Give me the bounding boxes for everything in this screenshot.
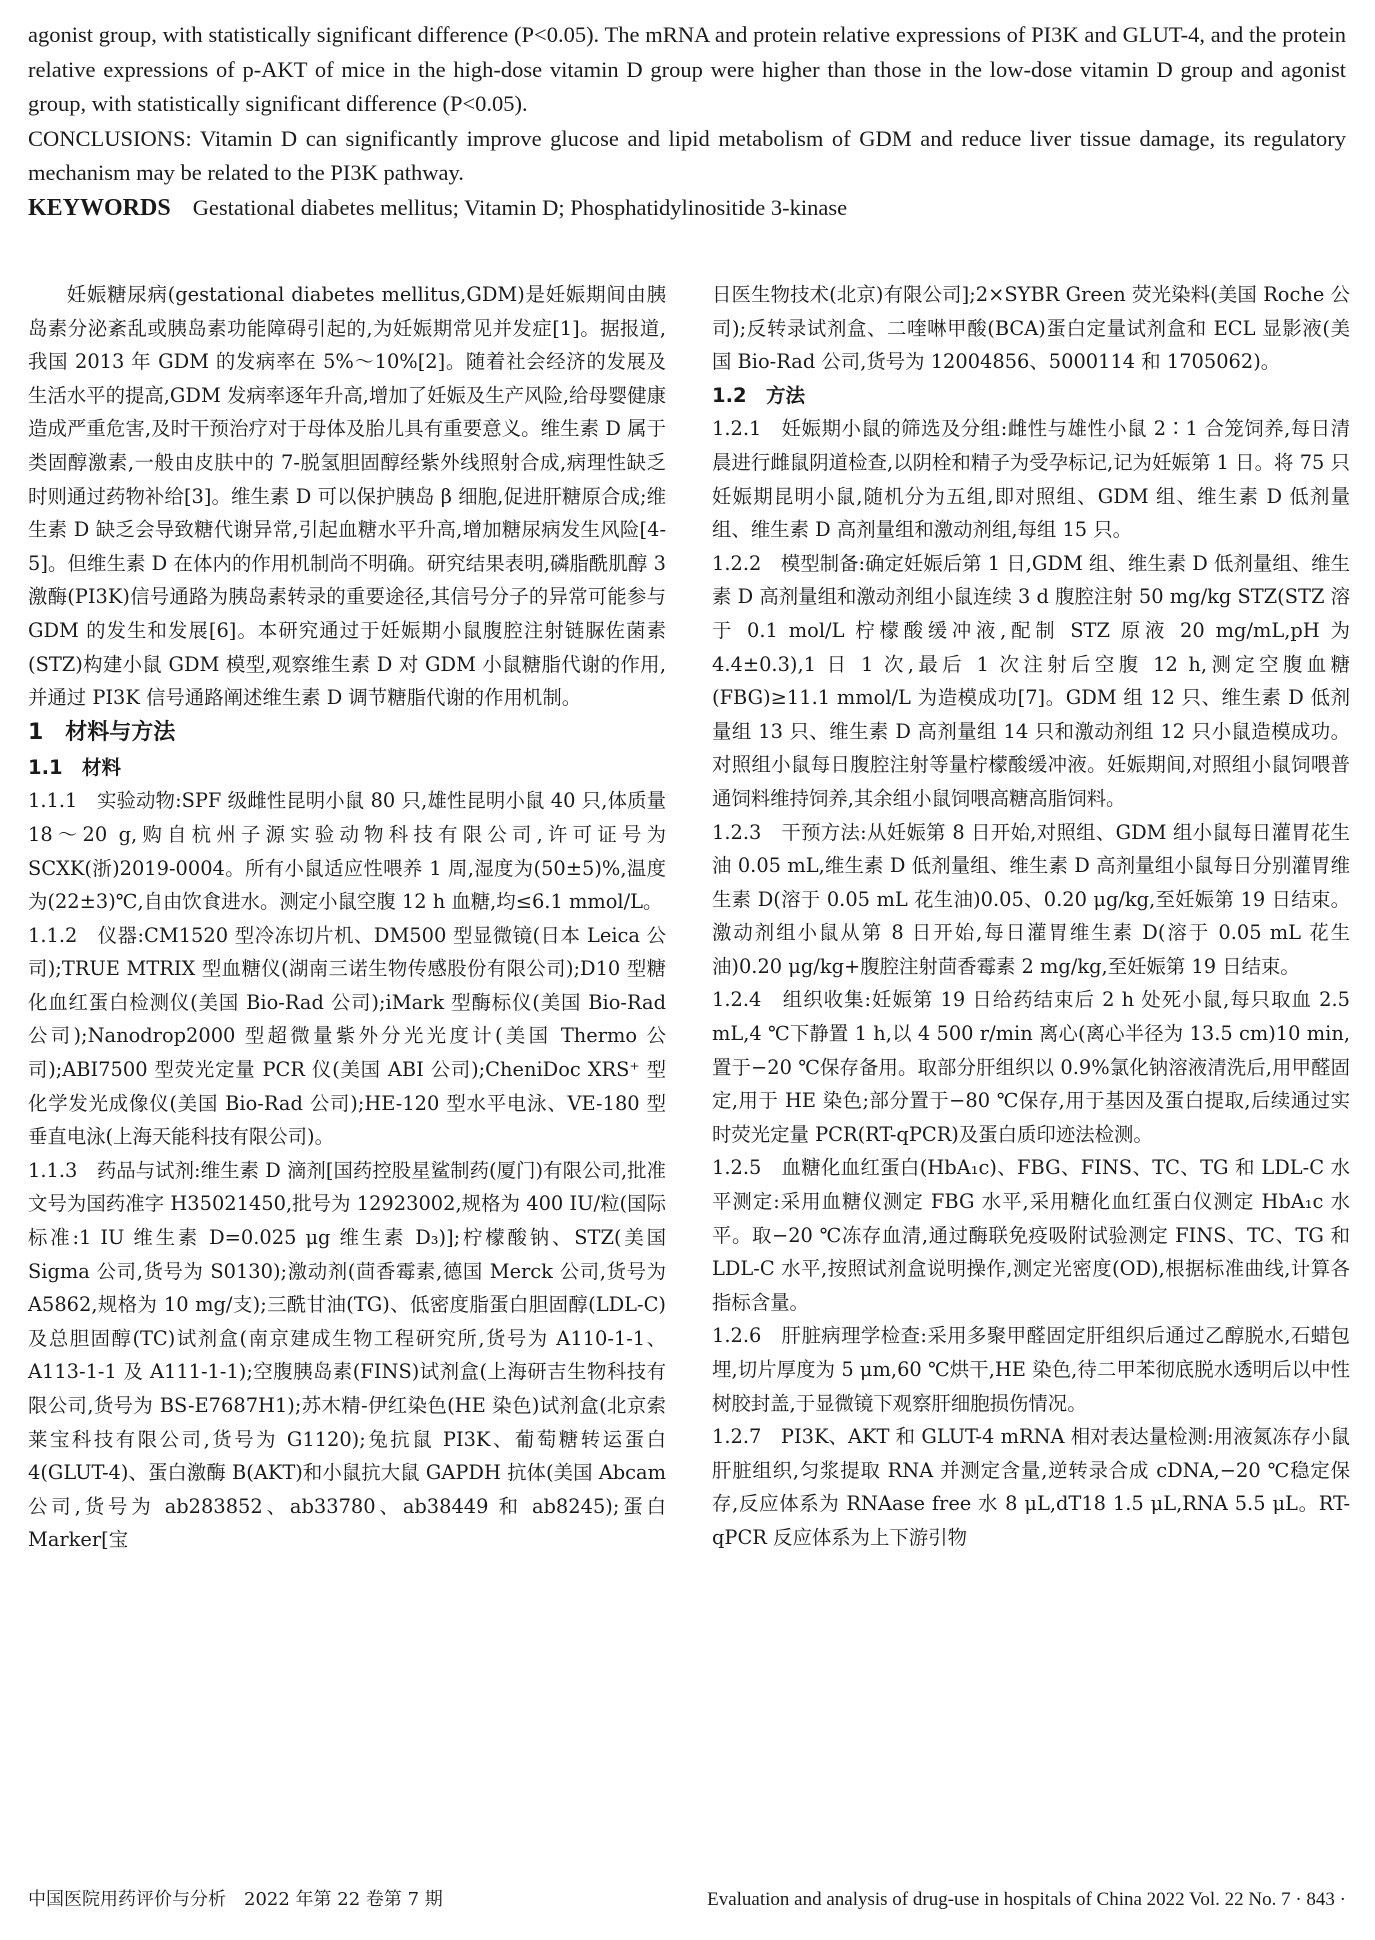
para-1-2-3: 1.2.3 干预方法:从妊娠第 8 日开始,对照组、GDM 组小鼠每日灌胃花生油 0.05 mL,维生素 D 低剂量组、维生素 D 高剂量组小鼠每日分别灌胃维生素 D(溶于 0.05 mL 花生油)0.05、0.20 μg/kg,至妊娠第 19 日结束。激动剂组小鼠从第 8 日开始,每日灌胃维生素 D(溶于 0.05 mL 花生油)0.20 μg/kg+腹腔注射茴香霉素 2 mg/kg,至妊娠第 19 日结束。	[712, 820, 1350, 978]
para-1-2-5: 1.2.5 血糖化血红蛋白(HbA₁c)、FBG、FINS、TC、TG 和 LDL-C 水平测定:采用血糖仪测定 FBG 水平,采用糖化血红蛋白仪测定 HbA₁c 水平。取−20 ℃冻存血清,通过酶联免疫吸附试验测定 FINS、TC、TG 和 LDL-C 水平,按照试剂盒说明操作,测定光密度(OD),根据标准曲线,计算各指标含量。	[712, 1156, 1350, 1314]
keywords-line	[28, 191, 1346, 226]
section-heading-1: 1 材料与方法	[28, 719, 176, 745]
footer-journal-cn: 中国医院用药评价与分析 2022 年第 22 卷第 7 期	[28, 1889, 443, 1910]
para-1-1-3: 1.1.3 药品与试剂:维生素 D 滴剂[国药控股星鲨制药(厦门)有限公司,批准文号为国药准字 H35021450,批号为 12923002,规格为 400 IU/粒(国际标准:1 IU 维生素 D=0.025 μg 维生素 D₃)];柠檬酸钠、STZ(美国 Sigma 公司,货号为 S0130);激动剂(茴香霉素,德国 Merck 公司,货号为 A5862,规格为 10 mg/支);三酰甘油(TG)、低密度脂蛋白胆固醇(LDL-C)及总胆固醇(TC)试剂盒(南京建成生物工程研究所,货号为 A110-1-1、A113-1-1 及 A111-1-1);空腹胰岛素(FINS)试剂盒(上海研吉生物科技有限公司,货号为 BS-E7687H1);苏木精-伊红染色(HE 染色)试剂盒(北京索莱宝科技有限公司,货号为 G1120);兔抗鼠 PI3K、葡萄糖转运蛋白 4(GLUT-4)、蛋白激酶 B(AKT)和小鼠抗大鼠 GAPDH 抗体(美国 Abcam 公司,货号为 ab283852、ab33780、ab38449 和 ab8245);蛋白 Marker[宝	[28, 1158, 666, 1552]
left-column	[28, 278, 666, 1557]
para-1-1-2: 1.1.2 仪器:CM1520 型冷冻切片机、DM500 型显微镜(日本 Leica 公司);TRUE MTRIX 型血糖仪(湖南三诺生物传感股份有限公司);D10 型糖化血红蛋白检测仪(美国 Bio-Rad 公司);iMark 型酶标仪(美国 Bio-Rad 公司);Nanodrop2000 型超微量紫外分光光度计(美国 Thermo 公司);ABI7500 型荧光定量 PCR 仪(美国 ABI 公司);CheniDoc XRS⁺ 型化学发光成像仪(美国 Bio-Rad 公司);HE-120 型水平电泳、VE-180 型垂直电泳(上海天能科技有限公司)。	[28, 923, 666, 1149]
footer-journal-en: Evaluation and analysis of drug-use in hospitals of China 2022 Vol. 22 No. 7 · 843 ·	[707, 1889, 1346, 1910]
page-footer	[28, 1888, 1346, 1912]
para-1-2-1: 1.2.1 妊娠期小鼠的筛选及分组:雌性与雄性小鼠 2∶1 合笼饲养,每日清晨进行雌鼠阴道检查,以阴栓和精子为受孕标记,记为妊娠第 1 日。将 75 只妊娠期昆明小鼠,随机分为五组,即对照组、GDM 组、维生素 D 低剂量组、维生素 D 高剂量组和激动剂组,每组 15 只。	[712, 417, 1350, 542]
english-abstract	[28, 18, 1346, 225]
para-1-1-1: 1.1.1 实验动物:SPF 级雌性昆明小鼠 80 只,雄性昆明小鼠 40 只,体质量 18～20 g,购自杭州子源实验动物科技有限公司,许可证号为 SCXK(浙)2019-0004。所有小鼠适应性喂养 1 周,湿度为(50±5)%,温度为(22±3)℃,自由饮食进水。测定小鼠空腹 12 h 血糖,均≤6.1 mmol/L。	[28, 789, 666, 914]
abstract-conclusions: CONCLUSIONS: Vitamin D can significantly improve glucose and lipid metabolism of GDM and reduce liver tissue damage, its regulatory mechanism may be related to the PI3K pathway.	[28, 125, 1346, 185]
para-1-2-7: 1.2.7 PI3K、AKT 和 GLUT-4 mRNA 相对表达量检测:用液氮冻存小鼠肝脏组织,匀浆提取 RNA 并测定含量,逆转录合成 cDNA,−20 ℃稳定保存,反应体系为 RNAase free 水 8 μL,dT18 1.5 μL,RNA 5.5 μL。RT-qPCR 反应体系为上下游引物	[712, 1425, 1350, 1549]
section-heading-1-2: 1.2 方法	[712, 383, 806, 407]
intro-paragraph: 妊娠糖尿病(gestational diabetes mellitus,GDM)是妊娠期间由胰岛素分泌紊乱或胰岛素功能障碍引起的,为妊娠期常见并发症[1]。据报道,我国 2013 年 GDM 的发病率在 5%～10%[2]。随着社会经济的发展及生活水平的提高,GDM 发病率逐年升高,增加了妊娠及生产风险,给母婴健康造成严重危害,及时干预治疗对于母体及胎儿具有重要意义。维生素 D 属于类固醇激素,一般由皮肤中的 7-脱氢胆固醇经紫外线照射合成,病理性缺乏时则通过药物补给[3]。维生素 D 可以保护胰岛 β 细胞,促进肝糖原合成;维生素 D 缺乏会导致糖代谢异常,引起血糖水平升高,增加糖尿病发生风险[4-5]。但维生素 D 在体内的作用机制尚不明确。研究结果表明,磷脂酰肌醇 3 激酶(PI3K)信号通路为胰岛素转录的重要途径,其信号分子的异常可能参与 GDM 的发生和发展[6]。本研究通过于妊娠期小鼠腹腔注射链脲佐菌素(STZ)构建小鼠 GDM 模型,观察维生素 D 对 GDM 小鼠糖脂代谢的作用,并通过 PI3K 信号通路阐述维生素 D 调节糖脂代谢的作用机制。	[28, 283, 666, 710]
para-continued: 日医生物技术(北京)有限公司];2×SYBR Green 荧光染料(美国 Roche 公司);反转录试剂盒、二喹啉甲酸(BCA)蛋白定量试剂盒和 ECL 显影液(美国 Bio-Rad 公司,货号为 12004856、5000114 和 1705062)。	[712, 283, 1350, 374]
para-1-2-2: 1.2.2 模型制备:确定妊娠后第 1 日,GDM 组、维生素 D 低剂量组、维生素 D 高剂量组和激动剂组小鼠连续 3 d 腹腔注射 50 mg/kg STZ(STZ 溶于 0.1 mol/L 柠檬酸缓冲液,配制 STZ 原液 20 mg/mL,pH 为 4.4±0.3),1 日 1 次,最后 1 次注射后空腹 12 h,测定空腹血糖(FBG)≥11.1 mmol/L 为造模成功[7]。GDM 组 12 只、维生素 D 低剂量组 13 只、维生素 D 高剂量组 14 只和激动剂组 12 只小鼠造模成功。对照组小鼠每日腹腔注射等量柠檬酸缓冲液。妊娠期间,对照组小鼠饲喂普通饲料维持饲养,其余组小鼠饲喂高糖高脂饲料。	[712, 551, 1350, 810]
abstract-results: agonist group, with statistically significant difference (P<0.05). The mRNA and protein relative expressions of PI3K and GLUT-4, and the protein relative expressions of p-AKT of mice in the high-dose vitamin D group were higher than those in the low-dose vitamin D group and agonist group, with statistically significant difference (P<0.05).	[28, 22, 1346, 116]
para-1-2-4: 1.2.4 组织收集:妊娠第 19 日给药结束后 2 h 处死小鼠,每只取血 2.5 mL,4 ℃下静置 1 h,以 4 500 r/min 离心(离心半径为 13.5 cm)10 min,置于−20 ℃保存备用。取部分肝组织以 0.9%氯化钠溶液清洗后,用甲醛固定,用于 HE 染色;部分置于−80 ℃保存,用于基因及蛋白提取,后续通过实时荧光定量 PCR(RT-qPCR)及蛋白质印迹法检测。	[712, 988, 1350, 1146]
keywords-label: KEYWORDS	[28, 194, 171, 221]
section-heading-1-1: 1.1 材料	[28, 755, 122, 779]
keywords-text: Gestational diabetes mellitus; Vitamin D; Phosphatidylinositide 3-kinase	[192, 194, 848, 220]
para-1-2-6: 1.2.6 肝脏病理学检查:采用多聚甲醛固定肝组织后通过乙醇脱水,石蜡包埋,切片厚度为 5 μm,60 ℃烘干,HE 染色,待二甲苯彻底脱水透明后以中性树胶封盖,于显微镜下观察肝细胞损伤情况。	[712, 1324, 1350, 1415]
right-column	[712, 278, 1350, 1555]
